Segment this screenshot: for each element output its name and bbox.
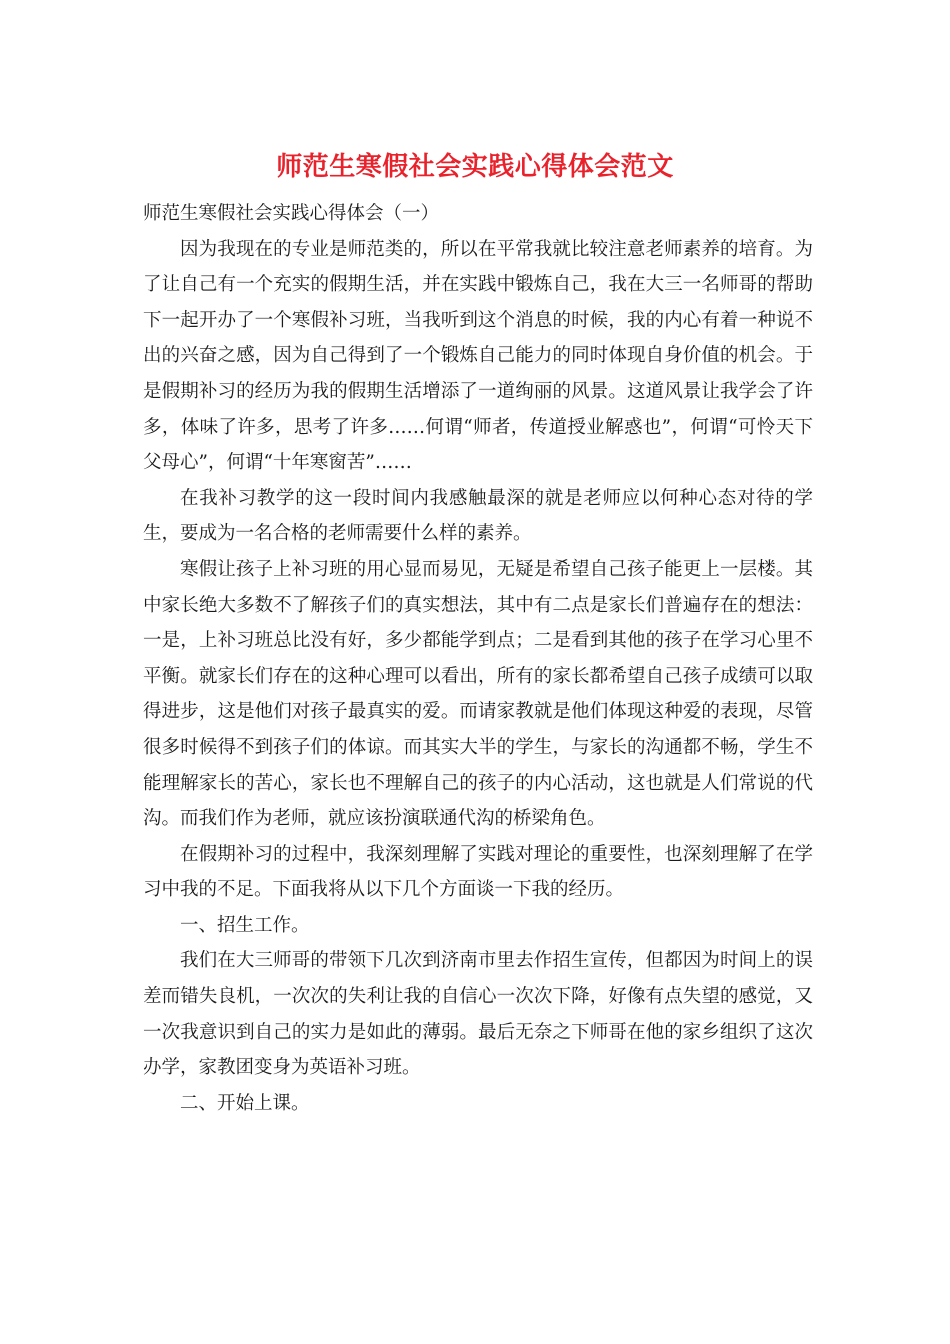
paragraph-enrollment: 我们在大三师哥的带领下几次到济南市里去作招生宣传，但都因为时间上的误差而错失良机，一次次的失利让我的自信心一次次下降，好像有点失望的感觉，又一次我意识到自己的实力是如此的薄弱。最后无奈之下师哥在他的家乡组织了这次办学，家教团变身为英语补习班。 — [143, 950, 813, 1079]
paragraph-parents: 寒假让孩子上补习班的用心显而易见，无疑是希望自己孩子能更上一层楼。其中家长绝大多数不了解孩子们的真实想法，其中有二点是家长们普遍存在的想法：一是，上补习班总比没有好，多少都能学到点；二是看到其他的孩子在学习心里不平衡。就家长们存在的这种心理可以看出，所有的家长都希望自己孩子成绩可以取得进步，这是他们对孩子最真实的爱。而请家教就是他们体现这种爱的表现，尽管很多时候得不到孩子们的体谅。而其实大半的学生，与家长的沟通都不畅，学生不能理解家长的苦心，家长也不理解自己的孩子的内心活动，这也就是人们常说的代沟。而我们作为老师，就应该扮演联通代沟的桥梁角色。 — [143, 558, 813, 830]
section-subtitle: 师范生寒假社会实践心得体会（一） — [143, 203, 440, 224]
section-heading-enrollment: 一、招生工作。 — [180, 914, 310, 936]
paragraph-practice: 在假期补习的过程中，我深刻理解了实践对理论的重要性，也深刻理解了在学习中我的不足。下面我将从以下几个方面谈一下我的经历。 — [143, 843, 813, 901]
document-title: 师范生寒假社会实践心得体会范文 — [276, 152, 674, 182]
section-heading-classes: 二、开始上课。 — [180, 1092, 310, 1114]
document-body — [143, 196, 813, 1121]
paragraph-reflection: 在我补习教学的这一段时间内我感触最深的就是老师应以何种心态对待的学生，要成为一名合格的老师需要什么样的素养。 — [143, 487, 813, 545]
paragraph-intro: 因为我现在的专业是师范类的，所以在平常我就比较注意老师素养的培育。为了让自己有一个充实的假期生活，并在实践中锻炼自己，我在大三一名师哥的帮助下一起开办了一个寒假补习班，当我听到这个消息的时候，我的内心有着一种说不出的兴奋之感，因为自己得到了一个锻炼自己能力的同时体现自身价值的机会。于是假期补习的经历为我的假期生活增添了一道绚丽的风景。这道风景让我学会了许多，体味了许多，思考了许多……何谓“师者，传道授业解惑也”，何谓“可怜天下父母心”，何谓“十年寒窗苦”…… — [143, 238, 813, 474]
